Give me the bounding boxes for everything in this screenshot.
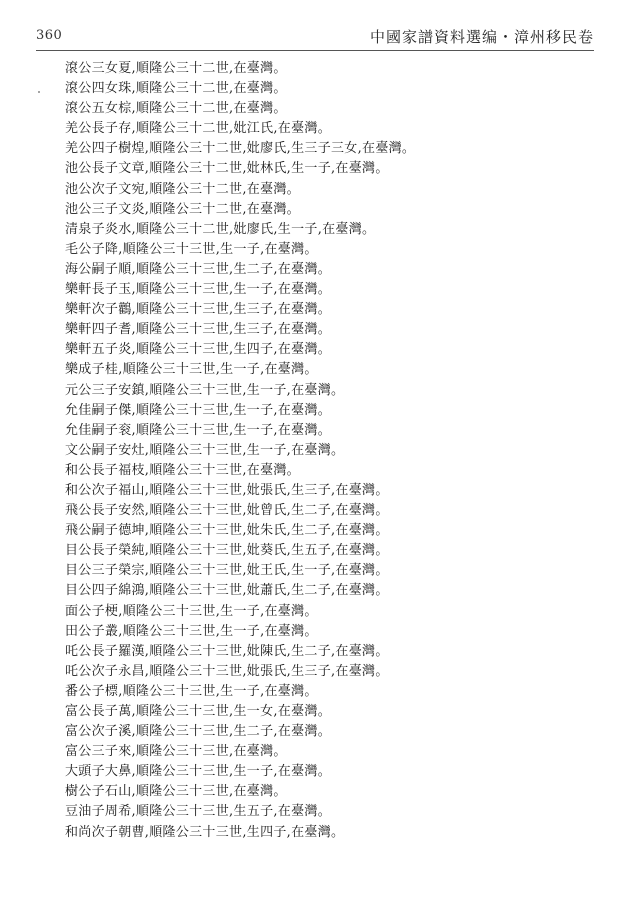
genealogy-entry: 目公三子榮宗,順隆公三十三世,妣王氏,生一子,在臺灣。 — [65, 563, 389, 579]
genealogy-entry: 允佳嗣子衮,順隆公三十三世,生一子,在臺灣。 — [65, 422, 331, 438]
genealogy-entry: 和公次子福山,順隆公三十三世,妣張氏,生三子,在臺灣。 — [65, 482, 389, 498]
genealogy-entry: 樂軒四子耆,順隆公三十三世,生三子,在臺灣。 — [65, 322, 331, 338]
genealogy-entry: 樂軒五子炎,順隆公三十三世,生四子,在臺灣。 — [65, 342, 331, 358]
genealogy-entry: 番公子標,順隆公三十三世,生一子,在臺灣。 — [65, 683, 318, 699]
genealogy-entry: 滾公四女珠,順隆公三十二世,在臺灣。 — [65, 81, 287, 97]
genealogy-entry: 海公嗣子順,順隆公三十三世,生二子,在臺灣。 — [65, 261, 331, 277]
header-rule — [36, 50, 594, 51]
genealogy-entry: 池公長子文章,順隆公三十二世,妣林氏,生一子,在臺灣。 — [65, 161, 389, 177]
book-title: 中國家譜資料選编・漳州移民卷 — [369, 28, 594, 46]
genealogy-entry: 面公子梗,順隆公三十三世,生一子,在臺灣。 — [65, 603, 318, 619]
genealogy-entry: 飛公長子安然,順隆公三十三世,妣曾氏,生二子,在臺灣。 — [65, 503, 389, 519]
genealogy-entry: 羌公長子存,順隆公三十二世,妣江氏,在臺灣。 — [65, 121, 331, 137]
genealogy-entry: 元公三子安鎮,順隆公三十三世,生一子,在臺灣。 — [65, 382, 345, 398]
genealogy-entry: 毛公子降,順隆公三十三世,生一子,在臺灣。 — [65, 241, 318, 257]
genealogy-entry: 富公三子來,順隆公三十三世,在臺灣。 — [65, 744, 287, 760]
genealogy-entry: 富公長子萬,順隆公三十三世,生一女,在臺灣。 — [65, 704, 331, 719]
genealogy-entry: 目公四子綿鴻,順隆公三十三世,妣蕭氏,生二子,在臺灣。 — [65, 583, 389, 599]
genealogy-entry: 大頭子大鼻,順隆公三十三世,生一子,在臺灣。 — [65, 764, 331, 780]
page-number: 360 — [36, 28, 63, 43]
genealogy-entry: 吒公次子永昌,順隆公三十三世,妣張氏,生三子,在臺灣。 — [65, 663, 389, 679]
genealogy-entry: 目公長子榮純,順隆公三十三世,妣葵氏,生五子,在臺灣。 — [65, 543, 389, 559]
genealogy-entry-list — [65, 59, 585, 843]
genealogy-entry: 樂成子桂,順隆公三十三世,生一子,在臺灣。 — [65, 362, 318, 378]
genealogy-entry: 樹公子石山,順隆公三十三世,在臺灣。 — [65, 784, 287, 800]
genealogy-entry: 樂軒次子鸛,順隆公三十三世,生三子,在臺灣。 — [65, 302, 331, 318]
genealogy-entry: 文公嗣子安灶,順隆公三十三世,生一子,在臺灣。 — [65, 442, 345, 458]
genealogy-entry: 滾公三女夏,順隆公三十二世,在臺灣。 — [65, 61, 287, 76]
genealogy-entry: 池公三子文炎,順隆公三十二世,在臺灣。 — [65, 201, 300, 217]
genealogy-entry: 樂軒長子玉,順隆公三十三世,生一子,在臺灣。 — [65, 282, 331, 298]
genealogy-entry: 田公子叢,順隆公三十三世,生一子,在臺灣。 — [65, 623, 318, 639]
genealogy-entry: 飛公嗣子德坤,順隆公三十三世,妣朱氏,生二子,在臺灣。 — [65, 523, 389, 539]
genealogy-entry: 豆油子周希,順隆公三十三世,生五子,在臺灣。 — [65, 804, 331, 820]
genealogy-entry: 池公次子文宛,順隆公三十二世,在臺灣。 — [65, 181, 300, 197]
genealogy-entry: 清泉子炎水,順隆公三十二世,妣廖氏,生一子,在臺灣。 — [65, 221, 376, 237]
genealogy-entry: 羌公四子樹煌,順隆公三十二世,妣廖氏,生三子三女,在臺灣。 — [65, 141, 416, 157]
stray-mark — [38, 91, 40, 93]
genealogy-entry: 允佳嗣子傑,順隆公三十三世,生一子,在臺灣。 — [65, 402, 331, 418]
genealogy-entry: 富公次子溪,順隆公三十三世,生二子,在臺灣。 — [65, 724, 331, 740]
page-header — [36, 22, 594, 50]
genealogy-entry: 滾公五女棕,順隆公三十二世,在臺灣。 — [65, 101, 287, 117]
genealogy-entry: 吒公長子羅漢,順隆公三十三世,妣陳氏,生二子,在臺灣。 — [65, 643, 389, 659]
genealogy-entry: 和公長子福枝,順隆公三十三世,在臺灣。 — [65, 462, 300, 478]
genealogy-entry: 和尚次子朝曹,順隆公三十三世,生四子,在臺灣。 — [65, 824, 345, 840]
